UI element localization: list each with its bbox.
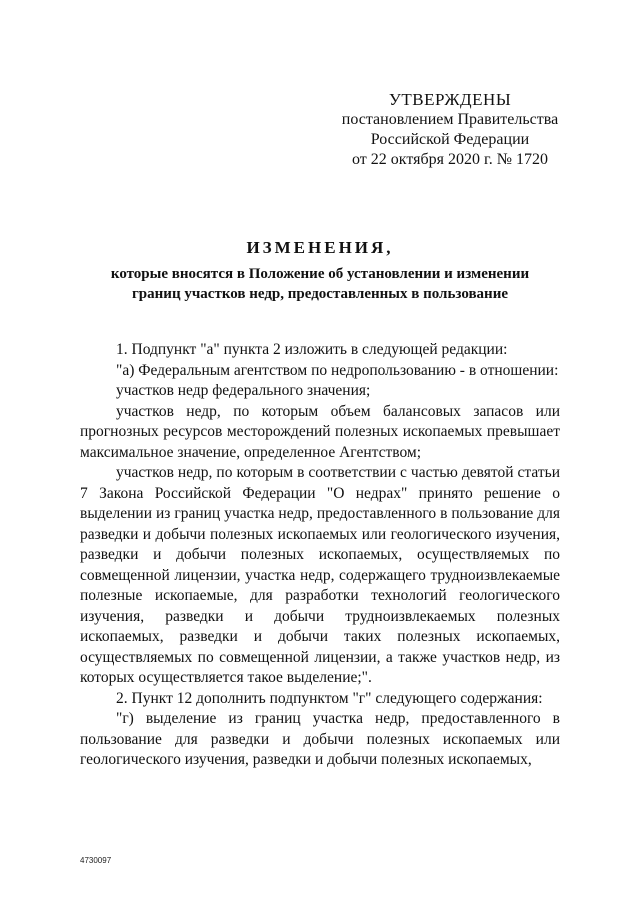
approval-line-2: Российской Федерации: [370, 131, 530, 148]
paragraph-6: 2. Пункт 12 дополнить подпунктом "г" следующего содержания:: [116, 689, 543, 707]
paragraph-1: 1. Подпункт "а" пункта 2 изложить в следующей редакции:: [116, 341, 508, 358]
document-subtitle: [80, 264, 560, 304]
document-title: ИЗМЕНЕНИЯ,: [246, 238, 394, 257]
subtitle-line-2: границ участков недр, предоставленных в пользование: [132, 286, 508, 302]
approval-heading: УТВЕРЖДЕНЫ: [388, 90, 512, 109]
approval-line-3: от 22 октября 2020 г. № 1720: [351, 151, 548, 168]
document-code: 4730097: [80, 856, 112, 865]
document-body: [80, 340, 560, 771]
subtitle-line-1: которые вносятся в Положение об установлении и изменении: [110, 266, 530, 282]
paragraph-7: "г) выделение из границ участка недр, предоставленного в пользование для разведки и добычи полезных ископаемых или геологического изучения, разведки и добычи полезных ископаемых,: [80, 710, 560, 768]
paragraph-5: участков недр, по которым в соответствии с частью девятой статьи 7 Закона Российской Федерации "О недрах" принято решение о выделении из границ участка недр, предоставленного в пользование для разведки и добычи полезных ископаемых или геологического изучения, разведки и добычи полезных ископаемых, осуществляемых по совмещенной лицензии, участка недр, содержащего трудноизвлекаемые полезные ископаемые, для разработки технологий геологического изучения, разведки и добычи трудноизвлекаемых полезных ископаемых, разведки и добычи таких полезных ископаемых, осуществляемых по совмещенной лицензии, а также участков недр, из которых осуществляется такое выделение;".: [80, 464, 560, 686]
paragraph-2: "а) Федеральным агентством по недропользованию - в отношении:: [116, 361, 559, 379]
paragraph-4: участков недр, по которым объем балансовых запасов или прогнозных ресурсов месторождений полезных ископаемых превышает максимальное значение, определенное Агентством;: [80, 402, 560, 461]
approval-line-1: постановлением Правительства: [341, 111, 559, 128]
paragraph-3: участков недр федерального значения;: [116, 382, 371, 399]
approval-block: [330, 90, 570, 170]
